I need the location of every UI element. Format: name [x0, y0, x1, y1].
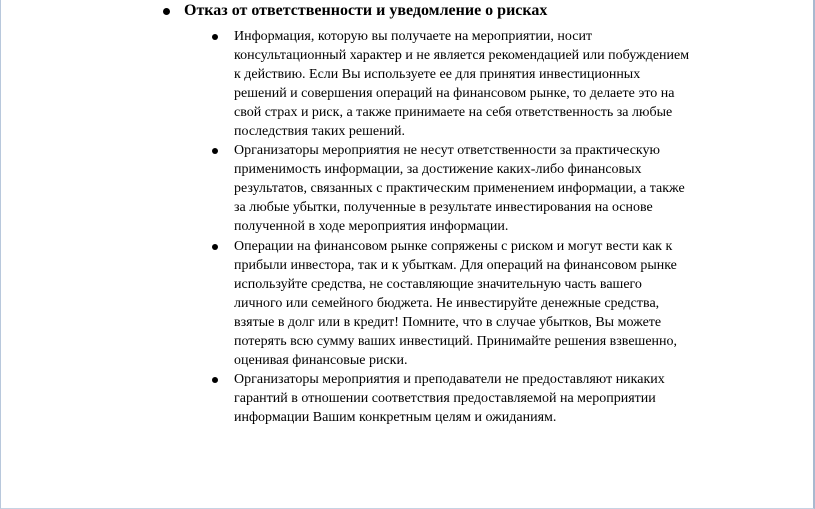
disclaimer-list — [212, 27, 692, 427]
list-item-text: Операции на финансовом рынке сопряжены с риском и могут вести как к прибыли инвестора, так и к убыткам. Для операций на финансовом рынке используйте средства, не составляющие значительную часть вашего личного или семейного бюджета. Не инвестируйте денежные средства, взятые в долг или в кредит! Помните, что в случае убытков, Вы можете потерять всю сумму ваших инвестиций. Принимайте решения взвешенно, оценивая финансовые риски. — [234, 238, 678, 368]
bullet-icon — [212, 148, 218, 154]
section-heading: Отказ от ответственности и уведомление о рисках — [184, 2, 548, 19]
bullet-icon — [212, 377, 218, 383]
list-item-text: Организаторы мероприятия не несут ответственности за практическую применимость информации, за достижение каких-либо финансовых результатов, связанных с практическим применением информации, а также за любые убытки, полученные в результате инвестирования на основе полученной в ходе мероприятия информации. — [234, 143, 685, 235]
list-item-text: Организаторы мероприятия и преподаватели не предоставляют никаких гарантий в отношении соответствия предоставляемой на мероприятии информации Вашим конкретным целям и ожиданиям. — [234, 371, 665, 425]
bullet-icon — [212, 34, 218, 40]
bullet-icon — [163, 8, 170, 15]
list-item-text: Информация, которую вы получаете на мероприятии, носит консультационный характер и не является рекомендацией или побуждением к действию. Если Вы используете ее для принятия инвестиционных решений и совершения операций на финансовом рынке, то делаете это на свой страх и риск, а также принимаете на себя ответственность за любые последствия таких решений. — [234, 29, 690, 140]
bullet-icon — [212, 244, 218, 250]
list-item — [212, 141, 692, 236]
list-item — [212, 27, 692, 141]
list-item — [212, 370, 692, 427]
list-item — [212, 237, 692, 370]
section-heading-row — [163, 0, 547, 22]
